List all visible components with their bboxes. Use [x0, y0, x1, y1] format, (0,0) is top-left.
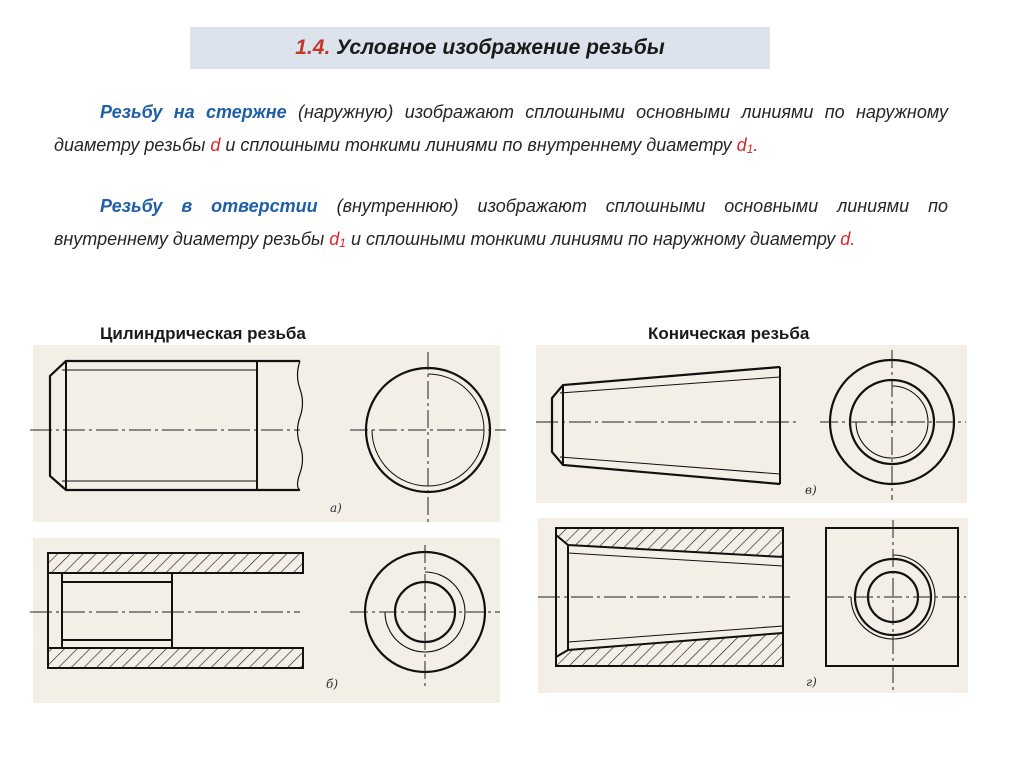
heading-cylindrical: Цилиндрическая резьба — [100, 324, 306, 343]
title-text: Условное изображение резьбы — [336, 36, 665, 59]
p1-d1-letter: d — [736, 135, 747, 155]
p2-text2: и сплошными тонкими линиями по наружному диаметру — [345, 229, 841, 249]
label-v: в) — [805, 483, 817, 497]
p2-d: d. — [840, 229, 856, 249]
label-b: б) — [326, 677, 339, 691]
figure-a-paper — [33, 345, 500, 522]
label-g: г) — [806, 675, 817, 689]
p2-text1: (внутреннюю) изображают сплошными основными линиями по внутреннему диаметру резьбы — [54, 196, 948, 249]
heading-conical: Коническая резьба — [648, 324, 810, 343]
lead-external: Резьбу на стержне — [100, 102, 287, 122]
title-number: 1.4. — [295, 36, 331, 59]
label-a: а) — [330, 501, 342, 515]
figure-g-conical-hole — [538, 518, 968, 693]
figure-v-conical-rod — [536, 345, 967, 503]
p1-d1-sub: 1 — [746, 142, 754, 156]
p2-d1-sub: 1 — [339, 236, 346, 250]
p1-text1: (наружную) изображают сплошными основными линиями по наружному диаметру резьбы — [54, 102, 948, 155]
figure-b-cylindrical-hole — [30, 538, 500, 703]
p1-text2: и сплошными тонкими линиями по внутреннему диаметру — [220, 135, 737, 155]
lead-internal: Резьбу в отверстии — [100, 196, 318, 216]
p1-d: d — [210, 135, 221, 155]
p1-tail: . — [753, 135, 759, 155]
hatch-top-b — [48, 553, 303, 573]
p2-d1-letter: d — [329, 229, 340, 249]
hatch-bottom-b — [48, 648, 303, 668]
figure-a-cylindrical-rod — [30, 345, 506, 522]
